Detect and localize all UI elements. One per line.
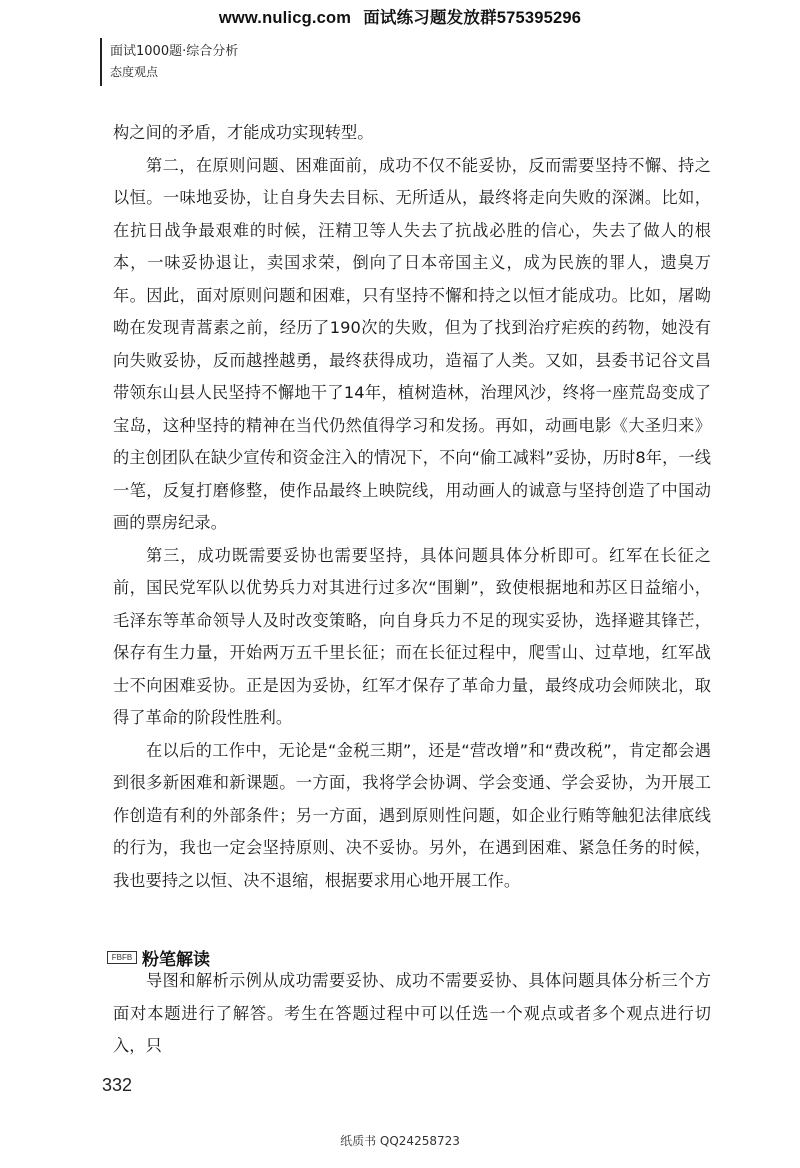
section-label: 态度观点 xyxy=(110,65,159,79)
banner-group: 面试练习题发放群575395296 xyxy=(363,9,582,27)
paragraph: 在以后的工作中，无论是“金税三期”，还是“营改增”和“费改税”，肯定都会遇到很多新困难和新课题。一方面，我将学会协调、学会变通、学会妥协，为开展工作创造有利的外部条件；另一方面，遇到原则性问题，如企业行贿等触犯法律底线的行为，我也一定会坚持原则、决不妥协。另外，在遇到困难、紧急任务的时候，我也要持之以恒、决不退缩，根据要求用心地开展工作。 xyxy=(113,740,711,890)
header-rule xyxy=(100,38,102,86)
top-banner xyxy=(0,4,800,28)
banner-url[interactable]: www.nulicg.com xyxy=(218,9,352,27)
main-text xyxy=(113,117,711,897)
paragraph: 第三，成功既需要妥协也需要坚持，具体问题具体分析即可。红军在长征之前，国民党军队以优势兵力对其进行过多次“围剿”，致使根据地和苏区日益缩小，毛泽东等革命领导人及时改变策略，向自身兵力不足的现实妥协，选择避其锋芒，保存有生力量，开始两万五千里长征；而在长征过程中，爬雪山、过草地，红军战士不向困难妥协。正是因为妥协，红军才保存了革命力量，最终成功会师陕北，取得了革命的阶段性胜利。 xyxy=(113,545,711,727)
paragraph: 第二，在原则问题、困难面前，成功不仅不能妥协，反而需要坚持不懈、持之以恒。一味地妥协，让自身失去目标、无所适从，最终将走向失败的深渊。比如，在抗日战争最艰难的时候，汪精卫等人失去了抗战必胜的信心，失去了做人的根本，一味妥协退让，卖国求荣，倒向了日本帝国主义，成为民族的罪人，遗臭万年。因此，面对原则问题和困难，只有坚持不懈和持之以恒才能成功。比如，屠呦呦在发现青蒿素之前，经历了190次的失败，但为了找到治疗疟疾的药物，她没有向失败妥协，反而越挫越勇，最终获得成功，造福了人类。又如，县委书记谷文昌带领东山县人民坚持不懈地干了14年，植树造林，治理风沙，终将一座荒岛变成了宝岛，这种坚持的精神在当代仍然值得学习和发扬。再如，动画电影《大圣归来》的主创团队在缺少宣传和资金注入的情况下，不向“偷工减料”妥协，历时8年，一线一笔，反复打磨修整，使作品最终上映院线，用动画人的诚意与坚持创造了中国动画的票房纪录。 xyxy=(113,155,711,532)
section-title: 粉笔解读 xyxy=(142,950,210,970)
page-number: 332 xyxy=(102,1075,133,1095)
fenbi-logo-icon: FBFB xyxy=(107,951,137,964)
footer-note: 纸质书 QQ24258723 xyxy=(340,1134,460,1148)
explain-text xyxy=(113,965,711,1063)
paragraph: 导图和解析示例从成功需要妥协、成功不需要妥协、具体问题具体分析三个方面对本题进行了解答。考生在答题过程中可以任选一个观点或者多个观点进行切入，只 xyxy=(113,971,711,1055)
book-title: 面试1000题·综合分析 xyxy=(110,44,239,59)
paragraph: 构之间的矛盾，才能成功实现转型。 xyxy=(113,123,374,142)
